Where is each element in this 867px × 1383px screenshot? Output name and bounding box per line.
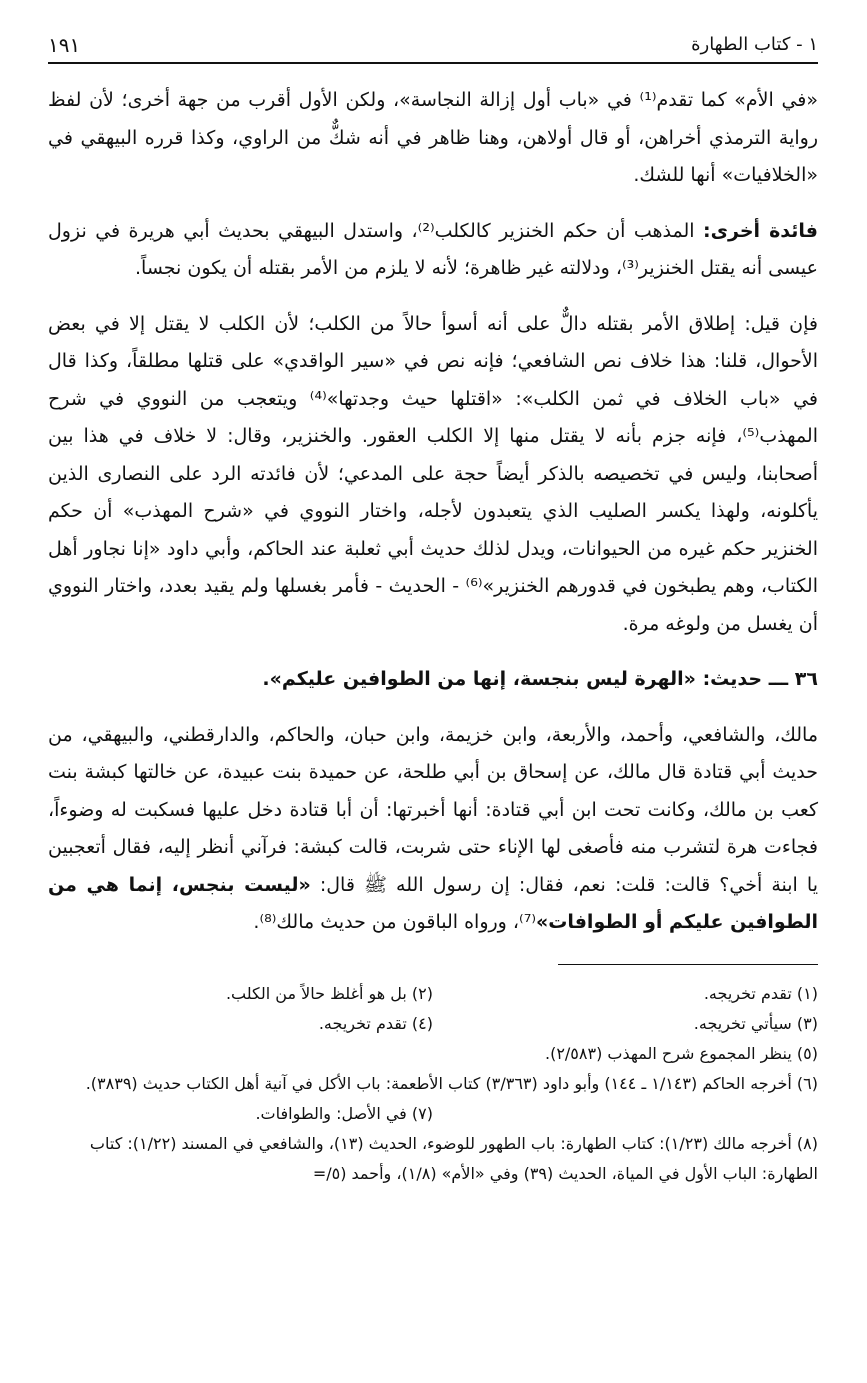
footnote-6: (٦) أخرجه الحاكم (١/١٤٣ ـ ١٤٤) وأبو داود (٣/٣٦٣) كتاب الأطعمة: باب الأكل في آنية أهل الكتاب حديث (٣٨٣٩).	[85, 1073, 818, 1093]
footnote-spacer	[433, 1099, 818, 1129]
paragraph-3: فإن قيل: إطلاق الأمر بقتله دالٌّ على أنه أسوأ حالاً من الكلب؛ لأن الكلب لا يقتل إلا في بعض الأحوال، قلنا: هذا خلاف نص الشافعي؛ فإنه نص في «سير الواقدي» على قتلها مطلقاً، وكذا قال في «باب الخلاف في ثمن الكلب»: «اقتلها حيث وجدتها»⁽⁴⁾ ويتعجب من النووي في شرح المهذب⁽⁵⁾، فإنه جزم بأنه لا يقتل منها إلا الكلب العقور. والخنزير، وقال: لا خلاف في هذا بين أصحابنا، وليس في تخصيصه بالذكر أيضاً حجة على المدعي؛ لأن فائدته الرد على النصارى الذين يأكلونه، ولهذا يكسر الصليب الذي يتعبدون لأجله، واختار النووي في «شرح المهذب» أن حكم الخنزير حكم غيره من الحيوانات، ويدل لذلك حديث أبي ثعلبة عند الحاكم، وأبي داود «إنا نجاور أهل الكتاب، وهم يطبخون في قدورهم الخنزير»⁽⁶⁾ - الحديث - فأمر بغسلها ولم يقيد بعدد، واختار النووي أن يغسل من ولوغه مرة.	[48, 312, 818, 635]
paragraph-2-text: المذهب أن حكم الخنزير كالكلب⁽²⁾، واستدل البيهقي بحديث أبي هريرة في نزول عيسى أنه يقتل الخنزير⁽³⁾، ودلالته غير ظاهرة؛ لأنه لا يلزم من الأمر بقتله أن يكون نجساً.	[48, 219, 818, 279]
paragraph-4-bold-quote: «ليست بنجس، إنما هي من الطوافين عليكم أو الطوافات»	[48, 873, 818, 933]
footnote-4: (٤) تقدم تخريجه.	[318, 1013, 433, 1033]
paragraph-4	[48, 717, 818, 942]
paragraph-2-lead: فائدة أخرى:	[703, 219, 818, 242]
footnote-7: (٧) في الأصل: والطوافات.	[255, 1103, 433, 1123]
chapter-title: ١ - كتاب الطهارة	[691, 34, 818, 55]
footnote-2: (٢) بل هو أغلظ حالاً من الكلب.	[225, 983, 433, 1003]
main-text	[48, 82, 818, 942]
page-number: ١٩١	[48, 33, 81, 57]
footnote-3: (٣) سيأتي تخريجه.	[693, 1013, 818, 1033]
footnotes-divider	[558, 964, 818, 965]
footnote-row	[48, 979, 818, 1009]
hadith-text: «الهرة ليس بنجسة، إنها من الطوافين عليكم».	[262, 668, 703, 690]
paragraph-2	[48, 213, 818, 288]
footnotes	[48, 979, 818, 1189]
footnote-row	[48, 1099, 818, 1129]
paragraph-4-text-b: ⁽⁷⁾، ورواه الباقون من حديث مالك⁽⁸⁾.	[253, 911, 536, 933]
footnote-1: (١) تقدم تخريجه.	[703, 983, 818, 1003]
footnote-5: (٥) ينظر المجموع شرح المهذب (٢/٥٨٣).	[544, 1043, 818, 1063]
paragraph-1: «في الأم» كما تقدم⁽¹⁾ في «باب أول إزالة النجاسة»، ولكن الأول أقرب من جهة أخرى؛ لأن لفظ رواية الترمذي أخراهن، أو قال أولاهن، وهنا ظاهر في أنه شكٌّ من الراوي، وكذا قرره البيهقي في «الخلافيات» أنها للشك.	[48, 89, 819, 186]
paragraph-4-text-a: مالك، والشافعي، وأحمد، والأربعة، وابن خزيمة، وابن حبان، والحاكم، والدارقطني، والبيهقي، من حديث أبي قتادة قال مالك، عن إسحاق بن أبي طلحة، عن حميدة بنت عبيدة، عن خالتها كبشة بنت كعب بن مالك، وكانت تحت ابن أبي قتادة: أنها أخبرتها: أن أبا قتادة دخل عليها فسكبت له وضوءاً، فجاءت هرة لتشرب منه فأصغى لها الإناء حتى شربت، قالت كبشة: فرآني أنظر إليه، فقال أتعجبين يا ابنة أخي؟ قالت: قلت: نعم، فقال: إن رسول الله ﷺ قال:	[48, 723, 818, 896]
hadith-heading	[48, 661, 818, 699]
hadith-number: ٣٦ ـــ حديث:	[702, 668, 818, 690]
running-header	[48, 32, 818, 64]
footnote-8: (٨) أخرجه مالك (١/٢٣): كتاب الطهارة: باب الطهور للوضوء، الحديث (١٣)، والشافعي في المسند (١/٢٢): كتاب الطهارة: الباب الأول في المياة، الحديث (٣٩) وفي «الأم» (١/٨)، وأحمد (٥/=	[89, 1133, 818, 1183]
footnote-row	[48, 1009, 818, 1039]
page	[48, 32, 818, 1189]
